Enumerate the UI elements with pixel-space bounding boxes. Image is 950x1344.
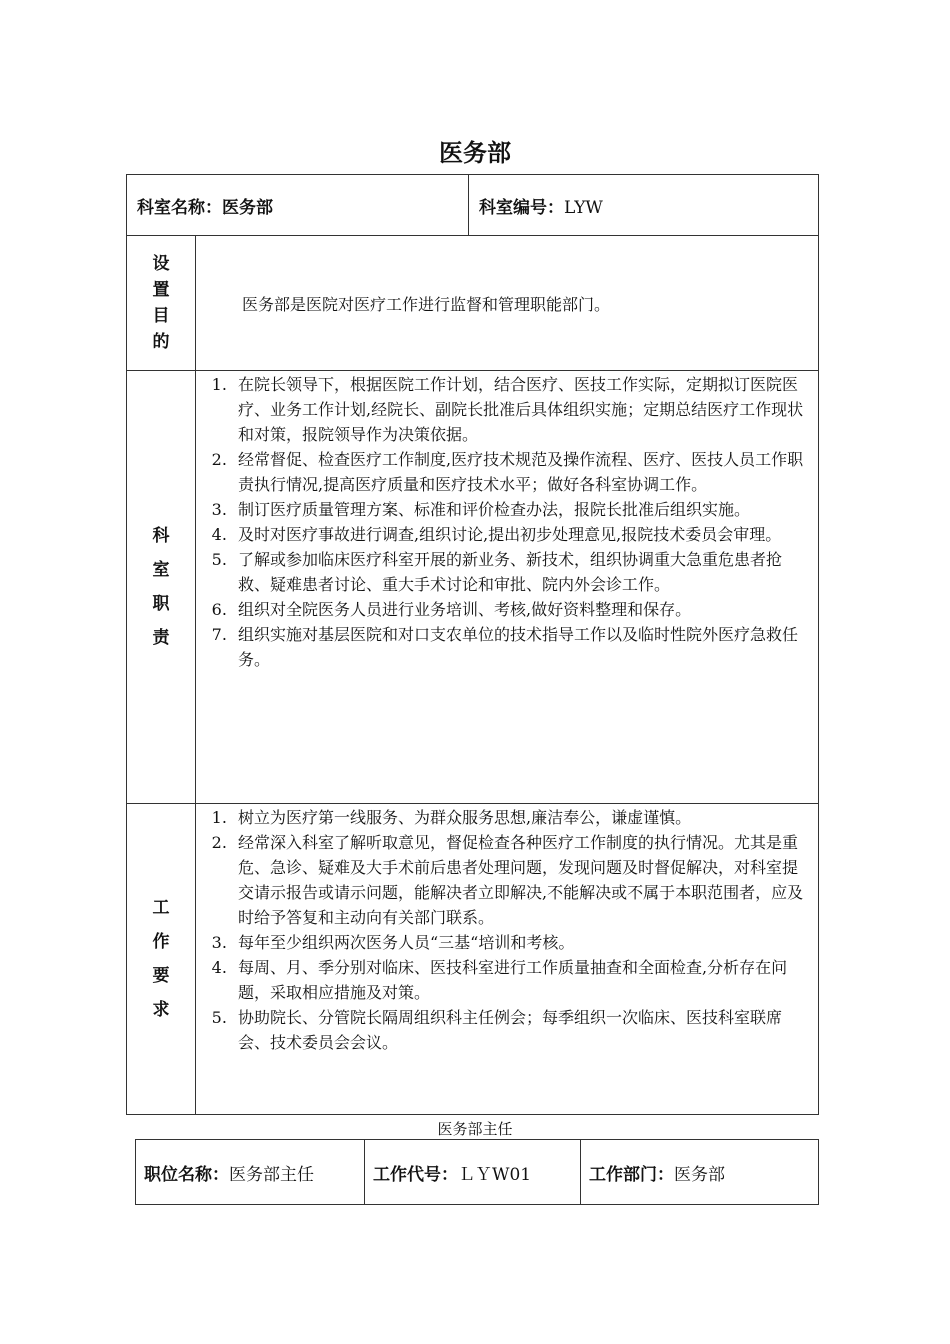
purpose-label [127, 236, 196, 371]
purpose-label-char: 设 [152, 254, 170, 274]
duties-row [127, 371, 819, 804]
position-title-label: 职位名称： [144, 1164, 229, 1185]
requirements-item: 5. 协助院长、分管院长隔周组织科主任例会；每季组织一次临床、医技科室联席会、技术委员会会议。 [232, 1005, 808, 1055]
position-table [135, 1139, 819, 1205]
position-caption: 医务部主任 [437, 1120, 513, 1138]
department-name-label: 科室名称： [137, 197, 222, 218]
purpose-row [127, 236, 819, 371]
position-dept-label: 工作部门： [589, 1164, 674, 1185]
duties-item: 3. 制订医疗质量管理方案、标准和评价检查办法，报院长批准后组织实施。 [232, 497, 808, 522]
department-code-label: 科室编号： [479, 197, 564, 218]
requirements-list [196, 805, 818, 1055]
duties-list [196, 372, 818, 672]
requirements-label [127, 804, 196, 1115]
duties-item: 2. 经常督促、检查医疗工作制度,医疗技术规范及操作流程、医疗、医技人员工作职责执行情况,提高医疗质量和医疗技术水平；做好各科室协调工作。 [232, 447, 808, 497]
position-code-value: ＬＹW01 [458, 1164, 532, 1185]
department-code-value: LYW [564, 197, 603, 218]
duties-content [196, 371, 819, 804]
department-code-cell [469, 175, 819, 236]
position-title-value: 医务部主任 [229, 1164, 314, 1185]
requirements-item: 3. 每年至少组织两次医务人员“三基“培训和考核。 [232, 930, 808, 955]
department-table [126, 174, 819, 1115]
requirements-item: 4. 每周、月、季分别对临床、医技科室进行工作质量抽查和全面检查,分析存在问题，采取相应措施及对策。 [232, 955, 808, 1005]
position-row [136, 1140, 819, 1205]
purpose-label-char: 的 [152, 332, 170, 352]
duties-item: 5. 了解或参加临床医疗科室开展的新业务、新技术，组织协调重大急重危患者抢救、疑难患者讨论、重大手术讨论和审批、院内外会诊工作。 [232, 547, 808, 597]
requirements-label-char: 工 [152, 898, 170, 918]
purpose-text: 医务部是医院对医疗工作进行监督和管理职能部门。 [196, 236, 819, 371]
requirements-item: 2. 经常深入科室了解听取意见，督促检查各种医疗工作制度的执行情况。尤其是重危、急诊、疑难及大手术前后患者处理问题，发现问题及时督促解决，对科室提交请示报告或请示问题，能解决者立即解决,不能解决或不属于本职范围者，应及时给予答复和主动向有关部门联系。 [232, 830, 808, 930]
page-title: 医务部 [439, 139, 511, 167]
duties-item: 1. 在院长领导下，根据医院工作计划，结合医疗、医技工作实际，定期拟订医院医疗、业务工作计划,经院长、副院长批准后具体组织实施；定期总结医疗工作现状和对策，报院领导作为决策依据。 [232, 372, 808, 447]
duties-label-char: 职 [152, 594, 170, 614]
requirements-label-char: 作 [152, 932, 170, 952]
requirements-label-char: 要 [152, 966, 170, 986]
purpose-label-char: 置 [152, 280, 170, 300]
position-dept-value: 医务部 [674, 1164, 725, 1185]
department-header-row [127, 175, 819, 236]
position-code-cell [365, 1140, 581, 1205]
requirements-item: 1. 树立为医疗第一线服务、为群众服务思想,廉洁奉公，谦虚谨慎。 [232, 805, 808, 830]
duties-item: 4. 及时对医疗事故进行调查,组织讨论,提出初步处理意见,报院技术委员会审理。 [232, 522, 808, 547]
requirements-content [196, 804, 819, 1115]
department-name-value: 医务部 [222, 197, 273, 218]
position-title-cell [136, 1140, 365, 1205]
duties-item: 6. 组织对全院医务人员进行业务培训、考核,做好资料整理和保存。 [232, 597, 808, 622]
duties-item: 7. 组织实施对基层医院和对口支农单位的技术指导工作以及临时性院外医疗急救任务。 [232, 622, 808, 672]
duties-label [127, 371, 196, 804]
duties-label-char: 责 [152, 628, 170, 648]
position-dept-cell [581, 1140, 819, 1205]
requirements-row [127, 804, 819, 1115]
requirements-label-char: 求 [152, 1000, 170, 1020]
department-name-cell [127, 175, 469, 236]
purpose-label-char: 目 [152, 306, 170, 326]
position-code-label: 工作代号： [373, 1164, 458, 1185]
duties-label-char: 室 [152, 560, 170, 580]
duties-label-char: 科 [152, 526, 170, 546]
